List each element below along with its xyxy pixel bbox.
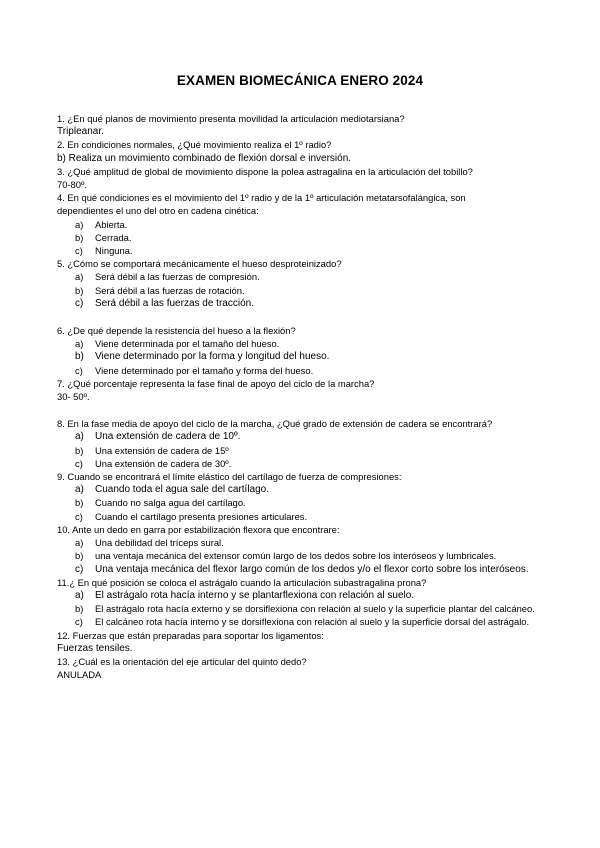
question-2: 2. En condiciones normales, ¿Qué movimiento realiza el 1º radio?: [57, 139, 332, 151]
option-text: Una extensión de cadera de 15º: [95, 444, 229, 456]
option-6b: [57, 350, 547, 363]
option-10c: [57, 563, 547, 576]
option-6a: [57, 337, 547, 350]
question-1: 1. ¿En qué planos de movimiento presenta movilidad la articulación mediotarsiana?: [57, 113, 405, 124]
option-letter: a): [75, 271, 84, 283]
option-letter: b): [75, 444, 84, 456]
answer-3: 70-80º.: [57, 179, 88, 191]
option-text: Una extensión de cadera de 10º.: [95, 431, 241, 443]
question-11: 11.¿ En qué posición se coloca el astrágalo cuando la articulación subastragalina prona?: [57, 576, 427, 588]
question-3: 3. ¿Qué amplitud de global de movimiento dispone la polea astragalina en la articulación del tobillo?: [57, 165, 473, 177]
option-letter: b): [75, 351, 84, 363]
option-text: Será débil a las fuerzas de compresión.: [95, 271, 260, 283]
answer-13: ANULADA: [57, 669, 102, 681]
option-5b: [57, 284, 547, 297]
option-text: El calcáneo rota hacía interno y se dorsiflexiona con relación al suelo y la superficie dorsal del astrágalo.: [95, 616, 530, 628]
option-10a: [57, 536, 547, 549]
option-10b: [57, 549, 547, 562]
option-4a: [57, 218, 547, 231]
option-text: Una extensión de cadera de 30º.: [95, 457, 232, 469]
option-text: Viene determinada por el tamaño del hueso.: [95, 338, 280, 350]
option-letter: a): [75, 338, 84, 350]
option-letter: b): [75, 603, 84, 615]
option-letter: c): [75, 457, 83, 469]
option-letter: b): [75, 231, 84, 243]
option-letter: b): [75, 550, 84, 562]
answer-12: Fuerzas tensiles.: [57, 642, 133, 654]
answer-1: Tripleanar.: [57, 126, 104, 138]
answer-2: b) Realiza un movimiento combinado de flexión dorsal e inversión.: [57, 152, 352, 164]
option-11b: [57, 602, 547, 615]
question-7: 7. ¿Qué porcentaje representa la fase final de apoyo del ciclo de la marcha?: [57, 377, 375, 389]
option-letter: a): [75, 537, 84, 549]
option-11c: [57, 615, 547, 628]
option-11a: [57, 589, 547, 602]
question-12: 12. Fuerzas que están preparadas para soportar los ligamentos:: [57, 629, 324, 641]
answer-7: 30- 50º.: [57, 391, 90, 403]
question-4-line-2: dependientes el uno del otro en cadena cinética:: [57, 205, 259, 217]
option-letter: a): [75, 218, 84, 230]
question-13: 13. ¿Cuál es la orientación del eje articular del quinto dedo?: [57, 655, 307, 667]
option-text: Cerrada.: [95, 231, 132, 243]
option-4c: [57, 244, 547, 257]
option-text: Será débil a las fuerzas de rotación.: [95, 284, 245, 296]
option-letter: b): [75, 497, 84, 509]
option-text: Una ventaja mecánica del flexor largo común de los dedos y/o el flexor corto sobre los interóseos.: [95, 563, 529, 575]
option-text: Viene determinado por la forma y longitud del hueso.: [95, 351, 330, 363]
option-6c: [57, 364, 547, 377]
exam-content: [57, 112, 547, 681]
option-letter: b): [75, 284, 84, 296]
option-letter: c): [75, 616, 83, 628]
question-5: 5. ¿Cómo se comportará mecánicamente el hueso desproteinizado?: [57, 258, 342, 270]
question-8: 8. En la fase media de apoyo del ciclo de la marcha, ¿Qué grado de extensión de cadera se encontrará?: [57, 418, 493, 430]
option-8a: [57, 430, 547, 443]
option-letter: a): [75, 484, 84, 496]
option-text: Ninguna.: [95, 245, 133, 257]
option-5a: [57, 270, 547, 283]
option-text: El astrágalo rota hacía externo y se dorsiflexiona con relación al suelo y la superficie plantar del calcáneo.: [95, 603, 535, 615]
option-9b: [57, 496, 547, 509]
question-9: 9. Cuando se encontrará el límite elástico del cartílago de fuerza de compresiones:: [57, 471, 402, 483]
option-letter: c): [75, 563, 84, 575]
option-8b: [57, 444, 547, 457]
option-letter: a): [75, 589, 84, 601]
option-letter: c): [75, 245, 83, 257]
option-text: Cuando toda el agua sale del cartílago.: [95, 484, 270, 496]
option-text: una ventaja mecánica del extensor común largo de los dedos sobre los interóseos y lumbricales.: [95, 550, 497, 562]
question-6: 6. ¿De qué depende la resistencia del hueso a la flexión?: [57, 325, 296, 337]
option-text: El astrágalo rota hacía interno y se plantarflexiona con relación al suelo.: [95, 589, 415, 601]
option-letter: c): [75, 364, 83, 376]
option-text: Cuando no salga agua del cartílago.: [95, 497, 246, 509]
option-9c: [57, 510, 547, 523]
option-letter: a): [75, 431, 84, 443]
option-letter: c): [75, 297, 84, 309]
option-text: Cuando el cartílago presenta presiones articulares.: [95, 510, 308, 522]
option-4b: [57, 231, 547, 244]
question-4-line-1: 4. En qué condiciones es el movimiento del 1º radio y de la 1º articulación metatarsofalángica, son: [57, 192, 466, 204]
exam-title: EXAMEN BIOMECÁNICA ENERO 2024: [176, 73, 424, 88]
option-text: Será débil a las fuerzas de tracción.: [95, 297, 254, 309]
question-10: 10. Ante un dedo en garra por estabilización flexora que encontrare:: [57, 523, 340, 535]
option-letter: c): [75, 510, 83, 522]
option-5c: [57, 297, 547, 310]
option-9a: [57, 483, 547, 496]
option-8c: [57, 457, 547, 470]
option-text: Una debilidad del tríceps sural.: [95, 537, 224, 549]
option-text: Abierta.: [95, 218, 128, 230]
option-text: Viene determinado por el tamaño y forma del hueso.: [95, 364, 314, 376]
